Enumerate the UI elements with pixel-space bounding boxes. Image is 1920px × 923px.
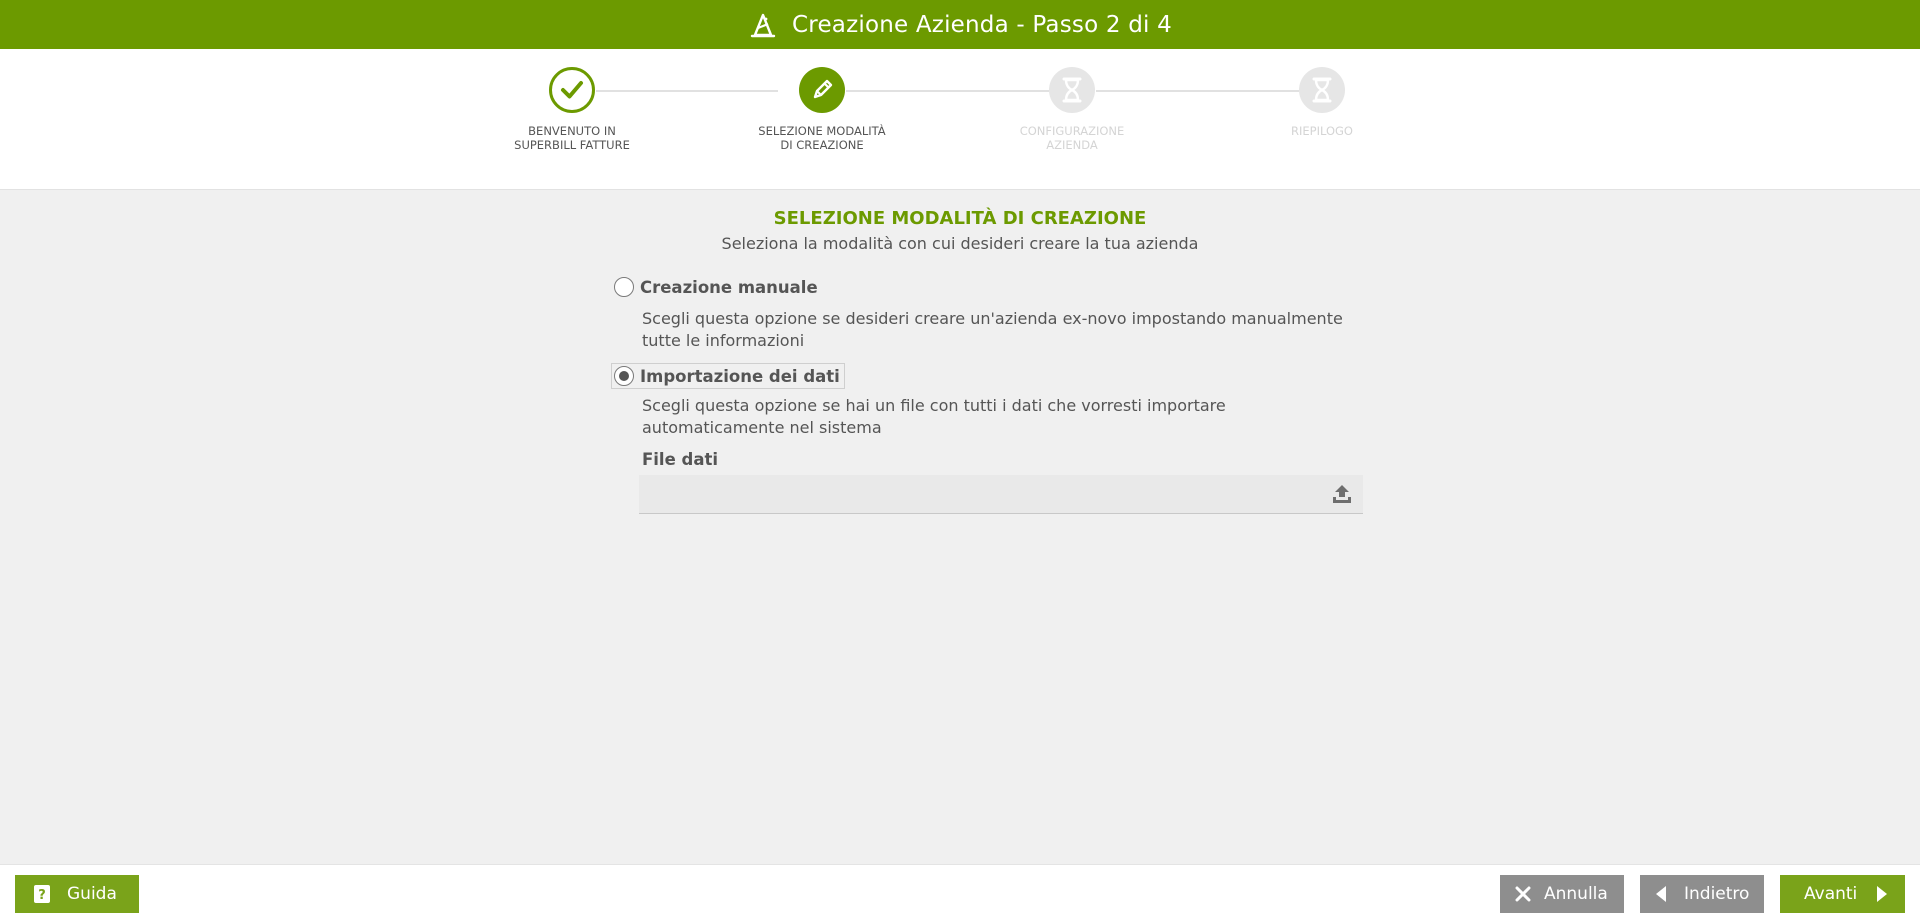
back-button-label: Indietro	[1684, 884, 1750, 904]
close-icon	[1514, 885, 1532, 903]
radio-import[interactable]	[614, 366, 634, 386]
window-title: Creazione Azienda - Passo 2 di 4	[792, 11, 1172, 38]
file-field-label: File dati	[642, 450, 719, 469]
arrow-right-icon	[1875, 884, 1889, 904]
option-manual-creation[interactable]	[612, 275, 822, 299]
step-circle	[1049, 67, 1095, 113]
step-company-config	[1002, 67, 1142, 152]
option-description: Scegli questa opzione se desideri creare un'azienda ex-novo impostando manualmente tutte le informazioni	[642, 309, 1343, 350]
cancel-button[interactable]	[1500, 875, 1624, 913]
step-selection-mode	[752, 67, 892, 152]
hourglass-icon	[1060, 76, 1084, 104]
step-circle	[549, 67, 595, 113]
check-icon	[557, 75, 587, 105]
help-button[interactable]	[15, 875, 139, 913]
upload-icon[interactable]	[1331, 483, 1353, 505]
step-circle	[1299, 67, 1345, 113]
arrow-left-icon	[1654, 884, 1668, 904]
help-button-label: Guida	[67, 884, 117, 904]
hourglass-icon	[1310, 76, 1334, 104]
step-label: RIEPILOGO	[1291, 124, 1353, 138]
step-label: CONFIGURAZIONE AZIENDA	[1019, 124, 1125, 152]
option-label: Importazione dei dati	[640, 366, 840, 386]
option-data-import[interactable]	[611, 363, 845, 389]
step-welcome	[502, 67, 642, 152]
footer-bar	[0, 864, 1920, 923]
pencil-icon	[808, 76, 836, 104]
step-label: BENVENUTO IN SUPERBILL FATTURE	[514, 124, 630, 152]
section-subheading: Seleziona la modalità con cui desideri creare la tua azienda	[721, 234, 1199, 253]
cancel-button-label: Annulla	[1544, 884, 1608, 904]
back-button[interactable]	[1640, 875, 1764, 913]
section-heading: SELEZIONE MODALITÀ DI CREAZIONE	[773, 208, 1147, 229]
option-description: Scegli questa opzione se hai un file con tutti i dati che vorresti importare automaticamente nel sistema	[642, 396, 1226, 437]
wizard-hat-icon	[748, 10, 778, 40]
radio-manual[interactable]	[614, 277, 634, 297]
step-circle	[799, 67, 845, 113]
option-label: Creazione manuale	[640, 277, 818, 297]
next-button[interactable]	[1780, 875, 1905, 913]
next-button-label: Avanti	[1804, 884, 1858, 904]
title-bar	[0, 0, 1920, 49]
step-label: SELEZIONE MODALITÀ DI CREAZIONE	[758, 124, 886, 152]
wizard-stepper	[0, 49, 1920, 190]
radio-selected-dot	[619, 371, 629, 381]
help-book-icon	[33, 884, 51, 904]
step-summary	[1252, 67, 1392, 139]
file-input[interactable]	[639, 475, 1363, 514]
svg-text:?: ?	[38, 888, 46, 903]
